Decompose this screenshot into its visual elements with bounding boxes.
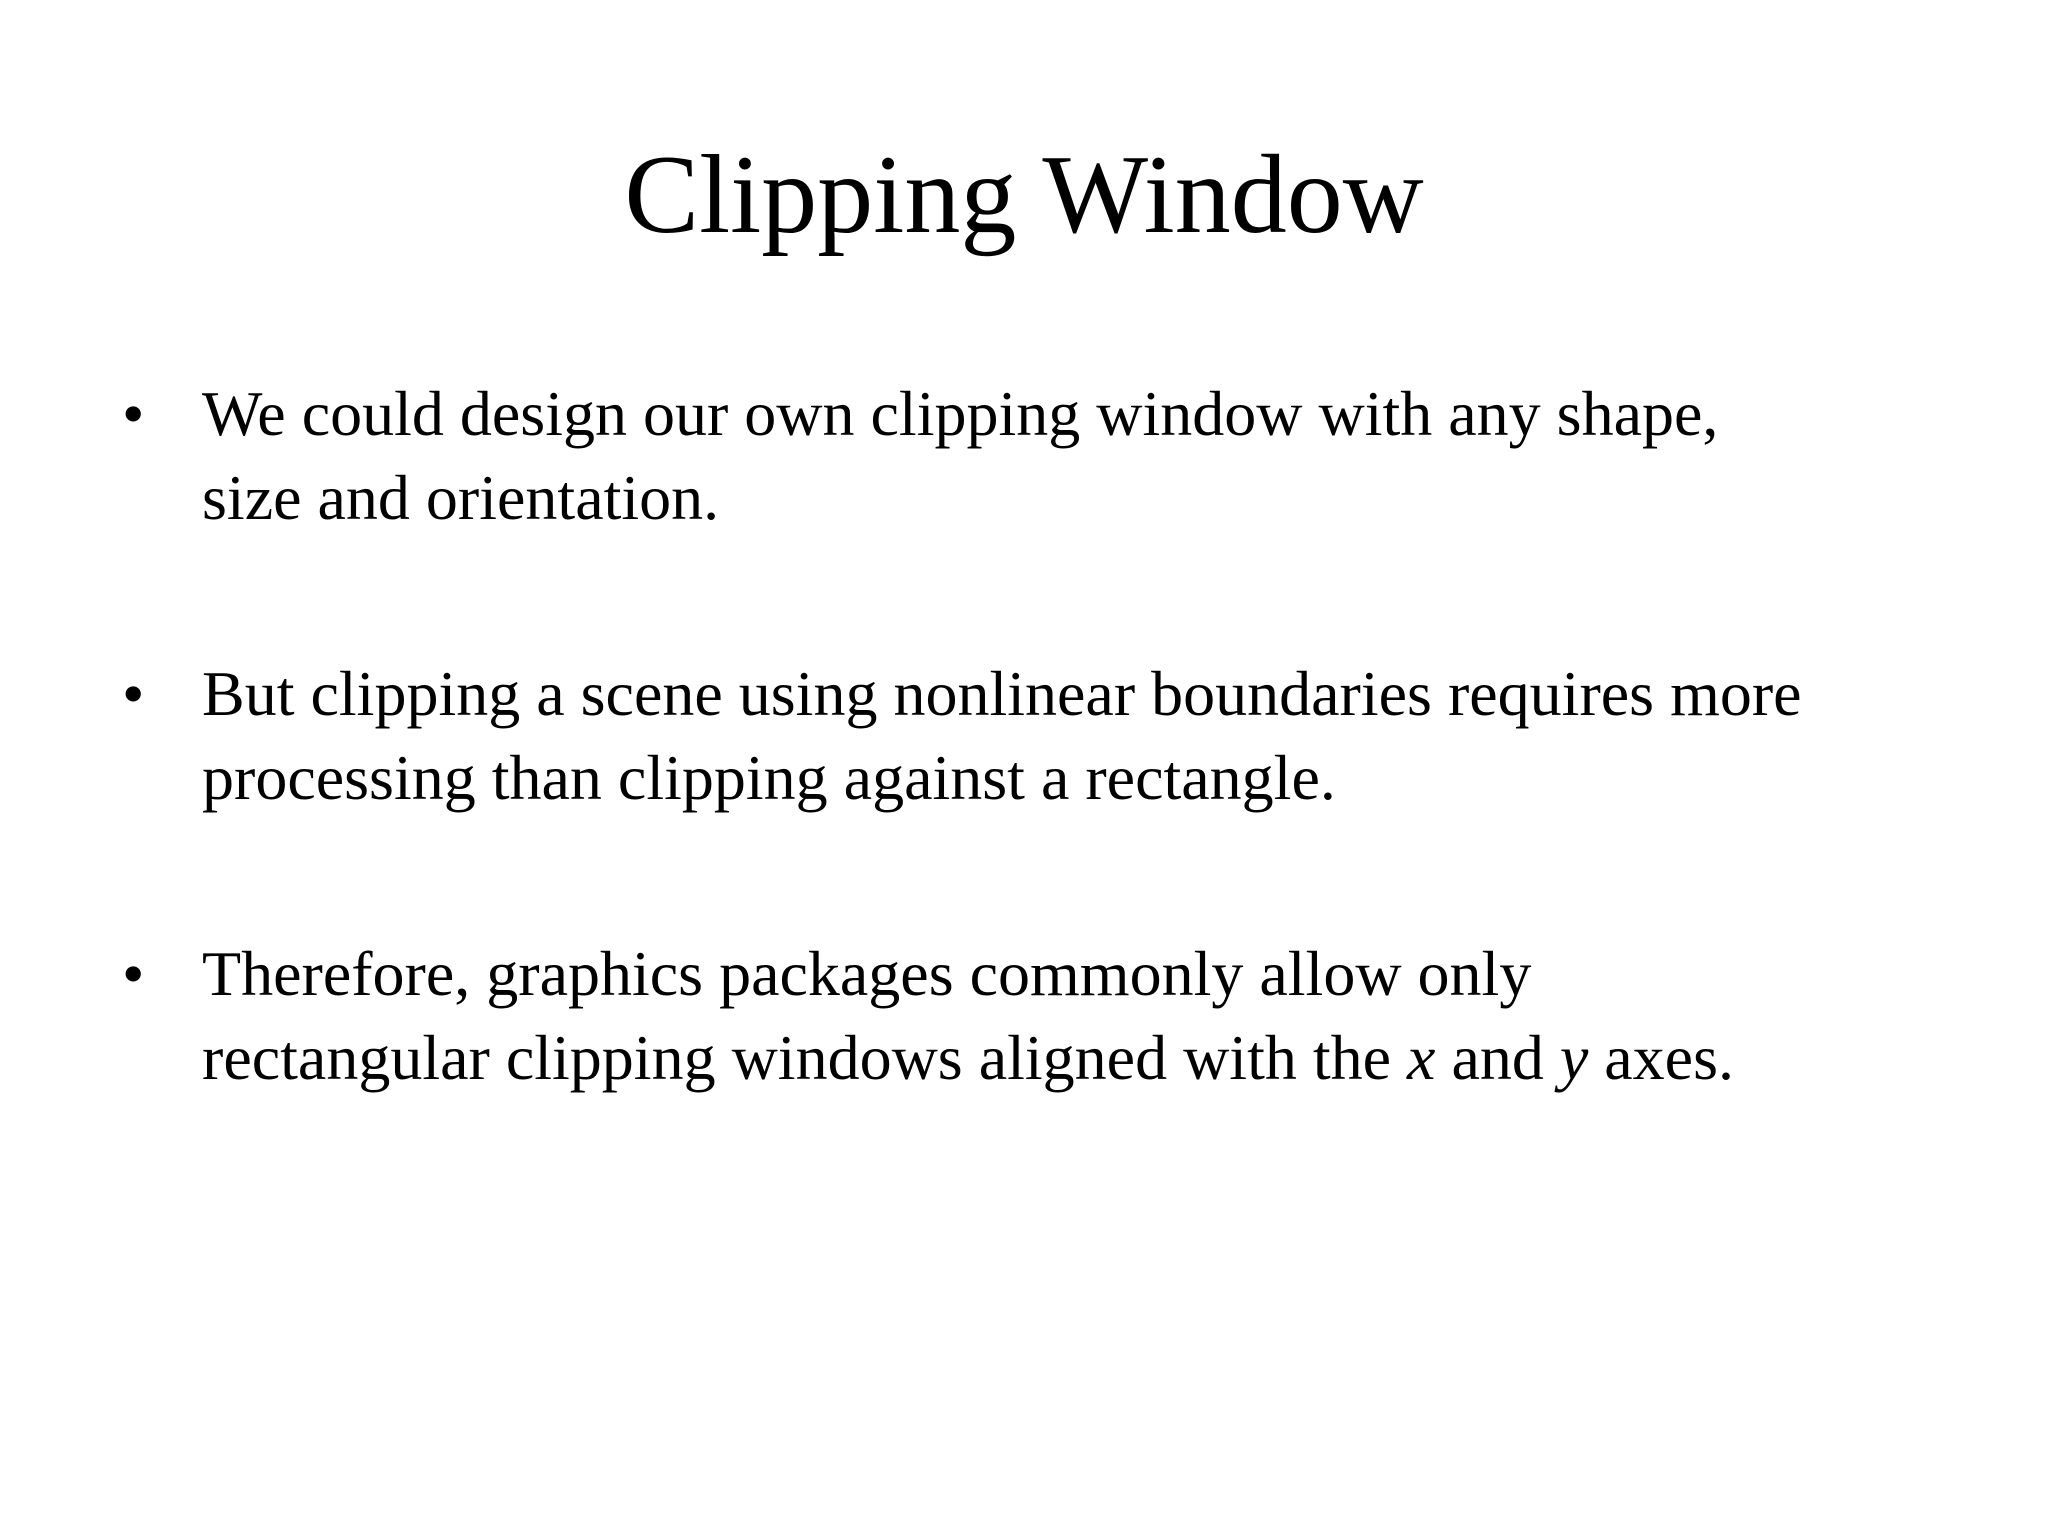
bullet-item-3 [0,932,2048,1100]
bullet-3-line-1: Therefore, graphics packages commonly allow only [202,938,1532,1009]
bullet-marker: • [122,938,145,1009]
bullet-item-2 [0,652,2048,820]
bullet-marker: • [122,378,145,449]
bullet-3-line-2-text-b: and [1435,1022,1560,1093]
bullet-3-line-2-text-c: axes. [1588,1022,1734,1093]
variable-y: y [1559,1022,1589,1093]
bullet-marker: • [122,658,145,729]
bullet-list [0,372,2048,1100]
bullet-1-line-1: We could design our own clipping window with any shape, [202,378,1719,449]
bullet-1-line-2: size and orientation. [202,462,720,533]
bullet-2-line-1: But clipping a scene using nonlinear boundaries requires more [202,658,1802,729]
bullet-item-1 [0,372,2048,540]
bullet-3-line-2-text-a: rectangular clipping windows aligned with the [202,1022,1408,1093]
bullet-2-line-2: processing than clipping against a rectangle. [202,742,1336,813]
variable-x: x [1407,1022,1436,1093]
slide-title: Clipping Window [624,133,1424,257]
